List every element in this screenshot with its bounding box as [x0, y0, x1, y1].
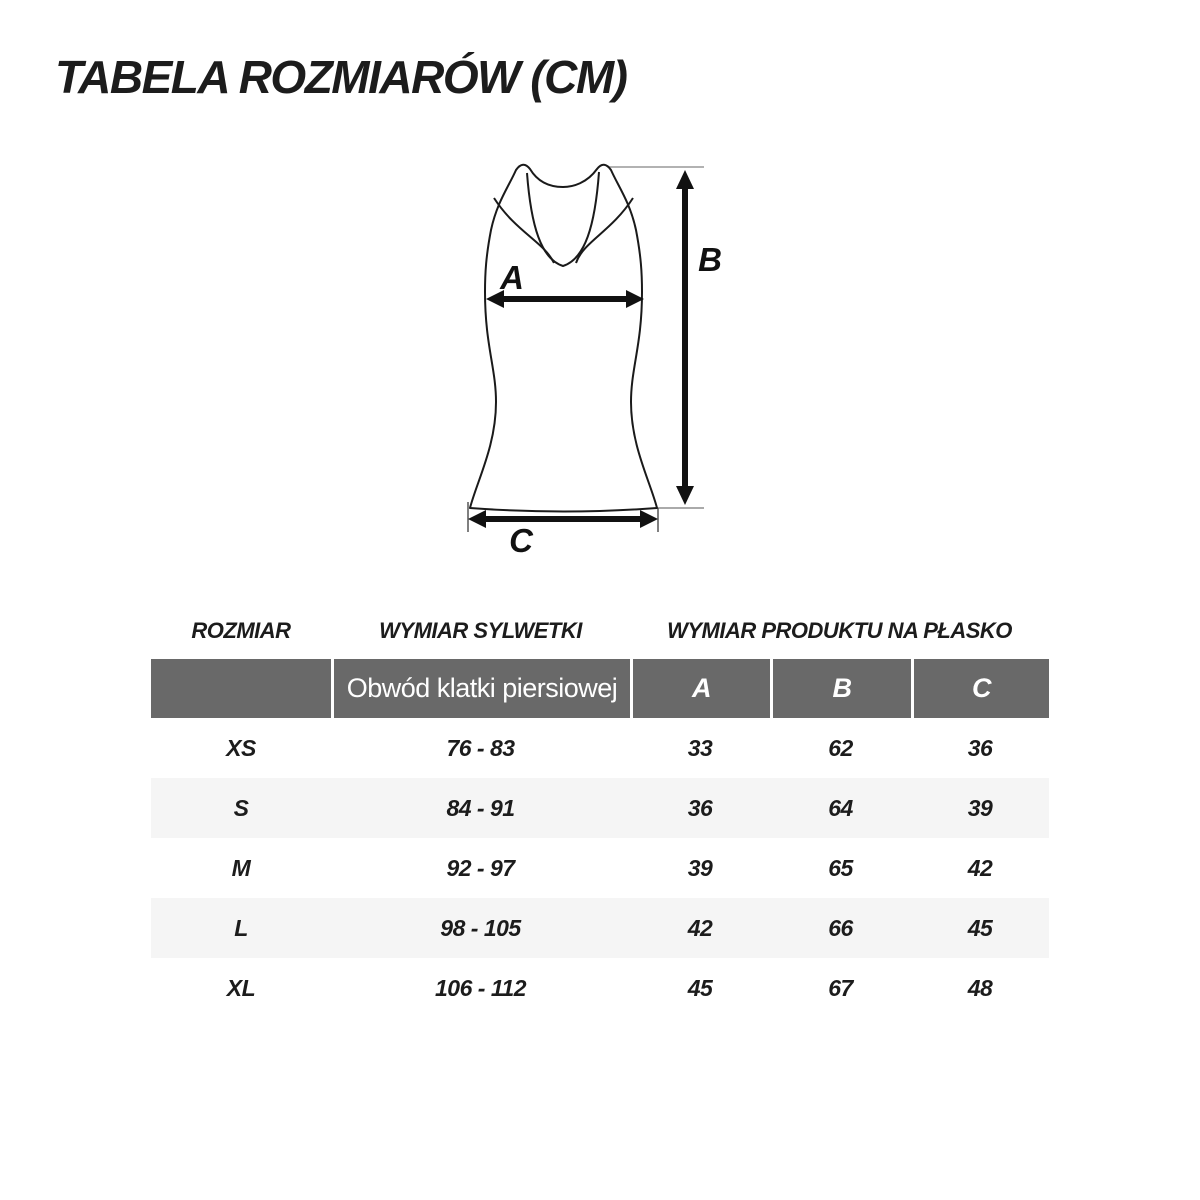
c-value-cell: 42 [967, 854, 993, 881]
table-row-xs [151, 718, 1049, 778]
column-header-b: B [770, 659, 911, 718]
column-header-c: C [911, 659, 1049, 718]
table-row-xl [151, 958, 1049, 1018]
group-header-body: WYMIAR SYLWETKI [379, 618, 582, 643]
table-header-row [151, 659, 1049, 718]
measurement-arrow-b [676, 170, 694, 505]
tank-top-outline [470, 165, 657, 512]
size-cell: XS [226, 734, 256, 761]
table-row-l [151, 898, 1049, 958]
b-value-cell: 67 [828, 974, 853, 1001]
c-value-cell: 36 [967, 734, 993, 761]
chest-range-cell: 106 - 112 [435, 974, 526, 1001]
c-value-cell: 39 [967, 794, 993, 821]
measurement-arrow-c [468, 510, 658, 528]
a-value-cell: 36 [687, 794, 713, 821]
a-value-cell: 39 [687, 854, 713, 881]
size-cell: M [231, 854, 251, 881]
b-value-cell: 66 [828, 914, 853, 941]
table-row-m [151, 838, 1049, 898]
size-cell: S [233, 794, 249, 821]
measurement-label-b: B [698, 241, 722, 278]
column-header-chest: Obwód klatki piersiowej [331, 659, 630, 718]
a-value-cell: 45 [687, 974, 713, 1001]
size-table-body [151, 718, 1049, 1018]
a-value-cell: 33 [687, 734, 713, 761]
chest-range-cell: 76 - 83 [446, 734, 515, 761]
size-cell: XL [226, 974, 256, 1001]
group-header-size: ROZMIAR [191, 618, 291, 643]
column-header-a: A [630, 659, 770, 718]
measurement-label-a: A [500, 259, 524, 296]
measurement-label-c: C [509, 522, 533, 559]
group-header-product: WYMIAR PRODUKTU NA PŁASKO [667, 618, 1012, 643]
size-cell: L [234, 914, 248, 941]
c-value-cell: 48 [967, 974, 993, 1001]
table-row-s [151, 778, 1049, 838]
size-diagram [420, 140, 750, 590]
column-header-size [151, 659, 331, 718]
b-value-cell: 65 [828, 854, 853, 881]
chest-range-cell: 84 - 91 [446, 794, 515, 821]
a-value-cell: 42 [687, 914, 713, 941]
chest-range-cell: 98 - 105 [440, 914, 521, 941]
b-value-cell: 64 [828, 794, 853, 821]
table-group-header-row [151, 606, 1049, 656]
c-value-cell: 45 [967, 914, 993, 941]
page-title: TABELA ROZMIARÓW (CM) [55, 51, 627, 103]
b-value-cell: 62 [828, 734, 853, 761]
chest-range-cell: 92 - 97 [446, 854, 515, 881]
